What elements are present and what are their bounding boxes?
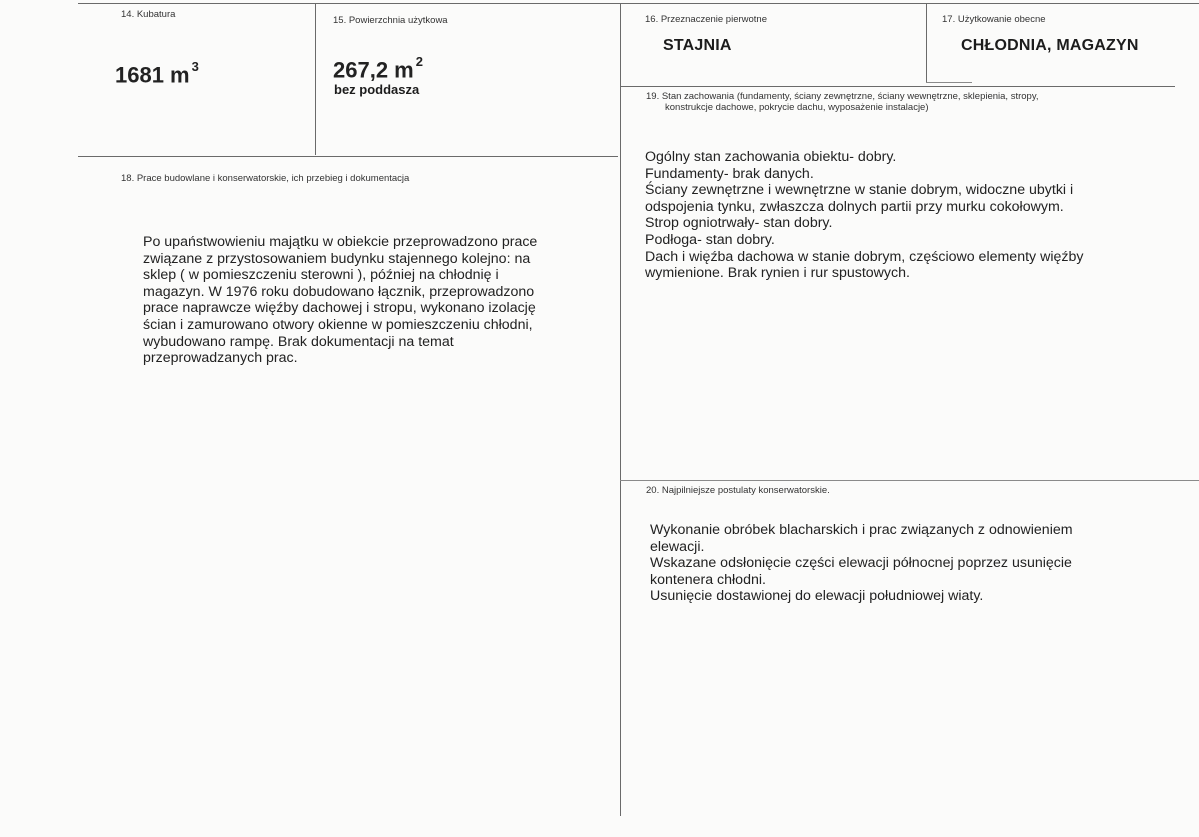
text-line: sklep ( w pomieszczeniu sterowni ), później na chłodnię i	[143, 267, 499, 284]
text-line: Po upaństwowieniu majątku w obiekcie przeprowadzono prace	[143, 234, 538, 250]
divider-upper-18	[78, 156, 618, 157]
text-line: Usunięcie dostawionej do elewacji południowej wiaty.	[650, 588, 984, 605]
text-line: Ogólny stan zachowania obiektu- dobry.	[645, 149, 897, 165]
field-14-value	[115, 59, 199, 88]
text-line: związane z przystosowaniem budynku stajennego kolejno: na	[143, 250, 531, 267]
field-14-label: 14. Kubatura	[121, 9, 176, 20]
area-value: 267,2 m	[333, 57, 414, 83]
top-border	[78, 3, 1199, 4]
field-19-label-line1: 19. Stan zachowania (fundamenty, ściany zewnętrzne, ściany wewnętrzne, sklepienia, stropy,	[646, 91, 1039, 102]
text-line: Wykonanie obróbek blacharskich i prac związanych z odnowieniem	[650, 522, 1073, 538]
divider-17-19	[926, 82, 972, 83]
text-line: Dach i więźba dachowa w stanie dobrym, częściowo elementy więźby	[645, 248, 1084, 265]
field-17-label: 17. Użytkowanie obecne	[942, 14, 1046, 25]
field-18-text	[143, 234, 537, 367]
text-line: ścian i zamurowano otwory okienne w pomieszczeniu chłodni,	[143, 316, 533, 333]
text-line: Strop ogniotrwały- stan dobry.	[645, 215, 833, 232]
field-20-text	[650, 522, 1073, 605]
divider-16-19	[620, 86, 1175, 87]
text-line: wybudowano rampę. Brak dokumentacji na temat	[143, 333, 454, 350]
divider-14-15	[315, 4, 316, 155]
field-15-label: 15. Powierzchnia użytkowa	[333, 15, 448, 26]
divider-16-17	[926, 4, 927, 82]
divider-19-20	[620, 480, 1199, 481]
text-line: Podłoga- stan dobry.	[645, 231, 775, 248]
volume-value: 1681 m	[115, 62, 190, 88]
area-exponent: 2	[415, 54, 423, 69]
volume-exponent: 3	[191, 59, 199, 74]
text-line: Ściany zewnętrzne i wewnętrzne w stanie dobrym, widoczne ubytki i	[645, 182, 1074, 199]
field-19-label-line2: konstrukcje dachowe, pokrycie dachu, wyposażenie instalacje)	[665, 102, 929, 113]
text-line: Wskazane odsłonięcie części elewacji północnej poprzez usunięcie	[650, 555, 1072, 572]
center-divider	[620, 4, 621, 816]
field-17-value: CHŁODNIA, MAGAZYN	[961, 37, 1139, 54]
text-line: odspojenia tynku, zwłaszcza dolnych partii przy murku cokołowym.	[645, 198, 1064, 215]
field-15-value	[333, 54, 423, 83]
text-line: przeprowadzanych prac.	[143, 350, 298, 367]
text-line: prace naprawcze więźby dachowej i stropu, wykonano izolację	[143, 300, 536, 317]
field-19-text	[645, 149, 1083, 282]
text-line: magazyn. W 1976 roku dobudowano łącznik, przeprowadzono	[143, 283, 535, 300]
field-15-note: bez poddasza	[334, 82, 420, 97]
field-20-label: 20. Najpilniejsze postulaty konserwatorskie.	[646, 485, 830, 496]
text-line: Fundamenty- brak danych.	[645, 165, 814, 182]
text-line: kontenera chłodni.	[650, 571, 766, 588]
field-16-label: 16. Przeznaczenie pierwotne	[645, 14, 767, 25]
field-16-value: STAJNIA	[663, 37, 732, 54]
text-line: elewacji.	[650, 538, 705, 555]
field-18-label: 18. Prace budowlane i konserwatorskie, ich przebieg i dokumentacja	[121, 173, 410, 184]
text-line: wymienione. Brak rynien i rur spustowych.	[645, 265, 910, 282]
